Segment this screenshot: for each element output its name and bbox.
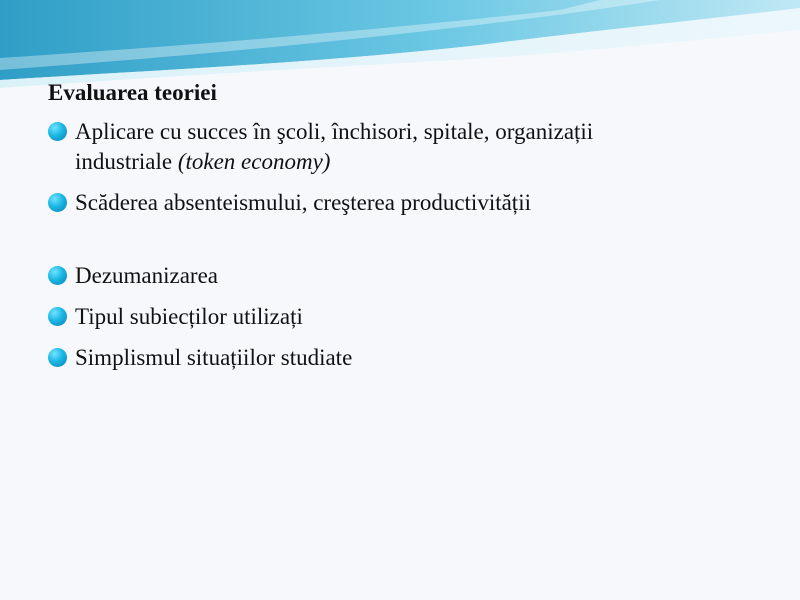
bullet-item — [48, 302, 768, 332]
bullet-text-plain: industriale — [75, 149, 173, 174]
bullet-text: Dezumanizarea — [75, 263, 219, 288]
bullet-item — [48, 343, 768, 373]
bullet-text: Tipul subiecților utilizați — [75, 304, 303, 329]
bullet-text: Scăderea absenteismului, creşterea productivității — [75, 190, 531, 215]
bullet-dot-icon — [48, 266, 67, 285]
bullet-text-continued — [75, 147, 768, 177]
slide-heading: Evaluarea teoriei — [48, 80, 217, 105]
bullet-item — [48, 261, 768, 291]
bullet-text: Aplicare cu succes în şcoli, închisori, spitale, organizații — [75, 119, 594, 144]
bullet-item — [48, 117, 768, 177]
bullet-text: Simplismul situațiilor studiate — [75, 345, 353, 370]
bullet-dot-icon — [48, 122, 67, 141]
bullet-dot-icon — [48, 193, 67, 212]
bullet-text-italic: (token economy) — [177, 149, 331, 174]
bullet-dot-icon — [48, 307, 67, 326]
bullet-item — [48, 188, 768, 218]
bullet-dot-icon — [48, 348, 67, 367]
slide-content — [48, 78, 768, 384]
